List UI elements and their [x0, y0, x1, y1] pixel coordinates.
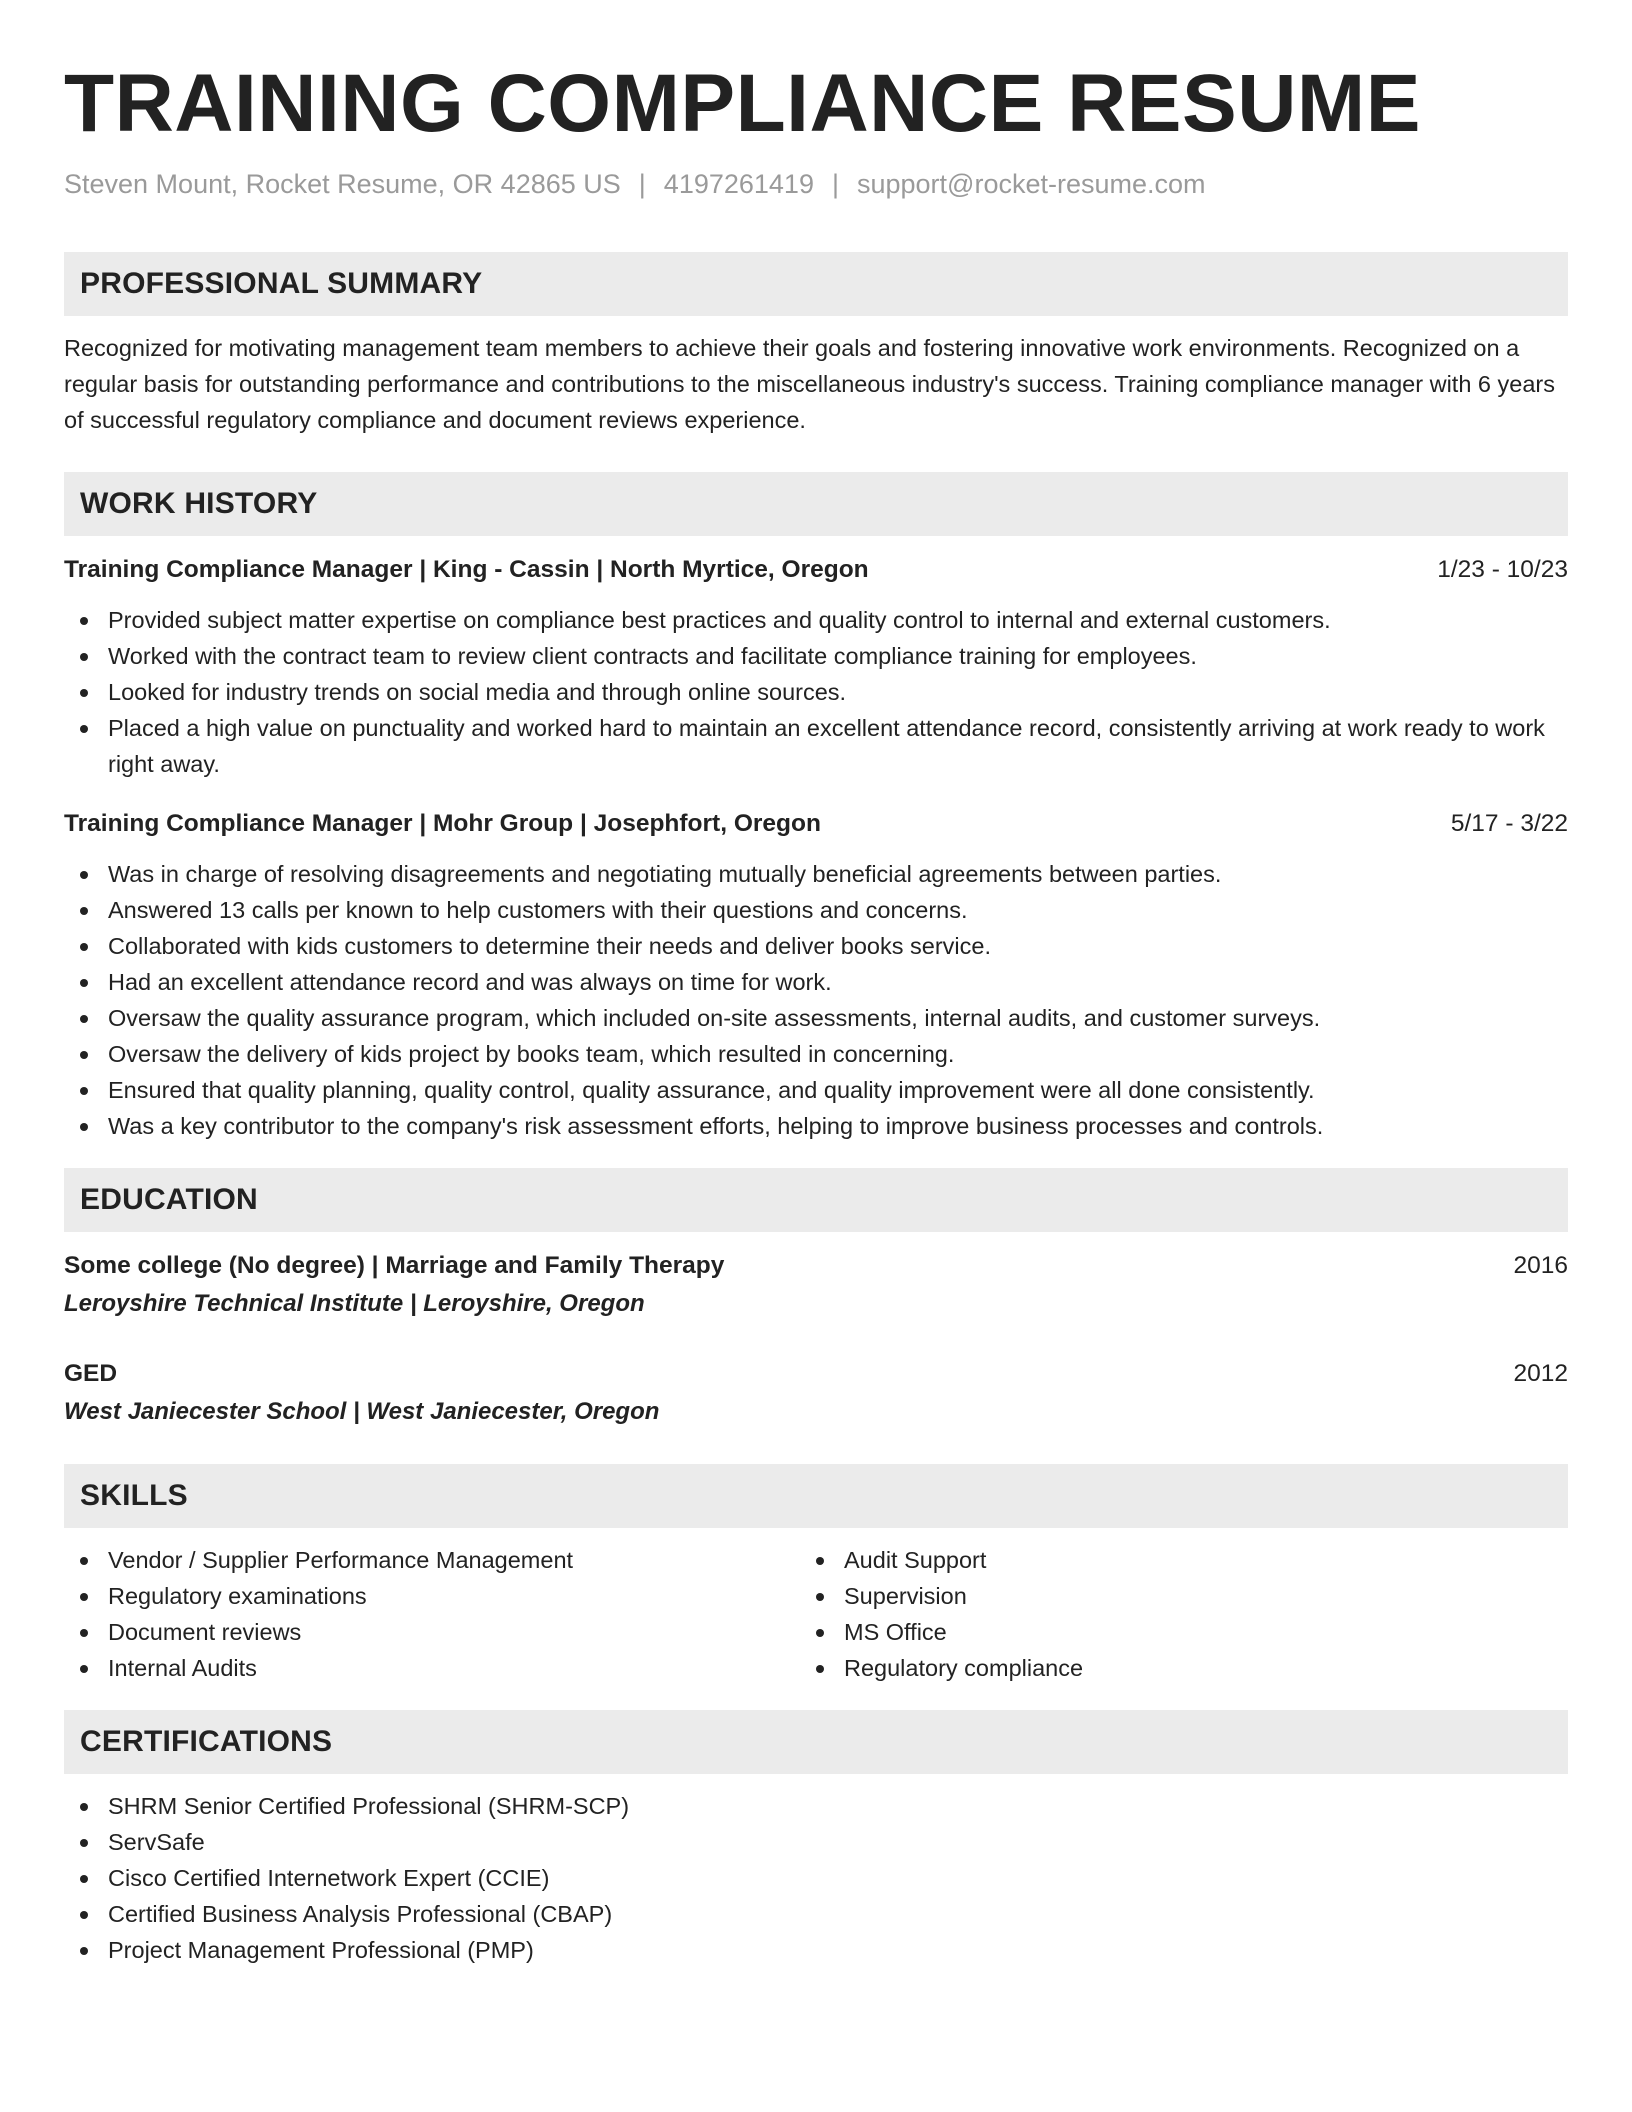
job-bullets	[64, 602, 1568, 782]
skill-text: Internal Audits	[108, 1655, 257, 1681]
list-item	[64, 1860, 1568, 1896]
education-entry	[64, 1356, 1568, 1430]
list-item	[800, 1614, 1536, 1650]
job-dates: 5/17 - 3/22	[1450, 810, 1568, 837]
list-item	[64, 892, 1568, 928]
education-school: Leroyshire Technical Institute | Leroyshire, Oregon	[64, 1290, 645, 1317]
skills-column-right	[800, 1542, 1536, 1686]
list-item	[64, 710, 1568, 782]
bullet-text: Oversaw the quality assurance program, which included on-site assessments, internal audits, and customer surveys.	[108, 1005, 1321, 1031]
bullet-icon	[80, 617, 88, 625]
education-year: 2012	[1513, 1360, 1568, 1387]
skills-list	[64, 1542, 800, 1686]
list-item	[64, 928, 1568, 964]
job-header	[64, 552, 1568, 588]
list-item	[64, 1896, 1568, 1932]
bullet-icon	[80, 1051, 88, 1059]
section-heading-education: EDUCATION	[64, 1168, 1568, 1232]
list-item	[800, 1542, 1536, 1578]
bullet-text: Collaborated with kids customers to determine their needs and deliver books service.	[108, 933, 991, 959]
bullet-text: Ensured that quality planning, quality control, quality assurance, and quality improvement were all done consistently.	[108, 1077, 1315, 1103]
list-item	[64, 602, 1568, 638]
bullet-icon	[80, 1911, 88, 1919]
bullet-icon	[816, 1557, 824, 1565]
list-item	[64, 1000, 1568, 1036]
job-dates: 1/23 - 10/23	[1437, 556, 1568, 583]
skill-text: MS Office	[844, 1619, 947, 1645]
education-year: 2016	[1513, 1252, 1568, 1279]
skill-text: Document reviews	[108, 1619, 302, 1645]
list-item	[64, 856, 1568, 892]
skill-text: Vendor / Supplier Performance Management	[108, 1547, 574, 1573]
job-title: Training Compliance Manager | King - Cassin | North Myrtice, Oregon	[64, 556, 869, 583]
list-item	[64, 1036, 1568, 1072]
bullet-icon	[80, 907, 88, 915]
bullet-icon	[80, 653, 88, 661]
skill-text: Audit Support	[844, 1547, 987, 1573]
bullet-icon	[80, 689, 88, 697]
bullet-text: Was in charge of resolving disagreements and negotiating mutually beneficial agreements between parties.	[108, 861, 1222, 887]
contact-email: support@rocket-resume.com	[856, 169, 1206, 199]
list-item	[64, 674, 1568, 710]
section-heading-summary: PROFESSIONAL SUMMARY	[64, 252, 1568, 316]
bullet-text: Looked for industry trends on social media and through online sources.	[108, 679, 847, 705]
skill-text: Regulatory examinations	[108, 1583, 367, 1609]
bullet-icon	[816, 1629, 824, 1637]
skill-text: Regulatory compliance	[844, 1655, 1084, 1681]
contact-separator: |	[638, 169, 646, 199]
bullet-icon	[80, 1875, 88, 1883]
list-item	[800, 1578, 1536, 1614]
bullet-text: Oversaw the delivery of kids project by books team, which resulted in concerning.	[108, 1041, 955, 1067]
section-heading-certifications: CERTIFICATIONS	[64, 1710, 1568, 1774]
bullet-text: Placed a high value on punctuality and worked hard to maintain an excellent attendance record, consistently arriving at work ready to work right away.	[108, 715, 1545, 777]
bullet-icon	[80, 1557, 88, 1565]
bullet-icon	[80, 1593, 88, 1601]
contact-separator: |	[831, 169, 839, 199]
bullet-icon	[80, 1087, 88, 1095]
bullet-text: Had an excellent attendance record and was always on time for work.	[108, 969, 832, 995]
job-title: Training Compliance Manager | Mohr Group | Josephfort, Oregon	[64, 810, 821, 837]
contact-address: Steven Mount, Rocket Resume, OR 42865 US	[64, 169, 621, 199]
skills-grid	[64, 1542, 1568, 1686]
list-item	[64, 1108, 1568, 1144]
bullet-text: Provided subject matter expertise on compliance best practices and quality control to internal and external customers.	[108, 607, 1331, 633]
list-item	[64, 1824, 1568, 1860]
section-heading-work-history: WORK HISTORY	[64, 472, 1568, 536]
bullet-icon	[80, 943, 88, 951]
list-item	[64, 1072, 1568, 1108]
list-item	[64, 1932, 1568, 1968]
education-entry	[64, 1248, 1568, 1322]
list-item	[64, 1650, 800, 1686]
page-title: TRAINING COMPLIANCE RESUME	[64, 58, 1421, 149]
bullet-text: Answered 13 calls per known to help customers with their questions and concerns.	[108, 897, 968, 923]
education-degree: Some college (No degree) | Marriage and Family Therapy	[64, 1252, 725, 1279]
certification-text: ServSafe	[108, 1829, 205, 1855]
bullet-icon	[816, 1593, 824, 1601]
job-bullets	[64, 856, 1568, 1144]
skill-text: Supervision	[844, 1583, 967, 1609]
education-header	[64, 1248, 1568, 1284]
bullet-icon	[80, 1839, 88, 1847]
list-item	[64, 1542, 800, 1578]
contact-phone: 4197261419	[663, 169, 814, 199]
bullet-text: Worked with the contract team to review client contracts and facilitate compliance training for employees.	[108, 643, 1197, 669]
list-item	[64, 964, 1568, 1000]
certifications-list	[64, 1788, 1568, 1968]
certification-text: Project Management Professional (PMP)	[108, 1937, 534, 1963]
list-item	[64, 638, 1568, 674]
education-header	[64, 1356, 1568, 1392]
summary-text: Recognized for motivating management team members to achieve their goals and fostering innovative work environments. Recognized on a regular basis for outstanding performance and contributions to the miscellaneous industry's success. Training compliance manager with 6 years of successful regulatory compliance and document reviews experience.	[64, 335, 1555, 433]
certification-text: Certified Business Analysis Professional (CBAP)	[108, 1901, 613, 1927]
bullet-icon	[80, 871, 88, 879]
job-entry	[64, 552, 1568, 782]
certification-text: Cisco Certified Internetwork Expert (CCIE)	[108, 1865, 550, 1891]
skills-list	[800, 1542, 1536, 1686]
bullet-icon	[80, 1665, 88, 1673]
bullet-text: Was a key contributor to the company's risk assessment efforts, helping to improve business processes and controls.	[108, 1113, 1324, 1139]
bullet-icon	[80, 1015, 88, 1023]
job-header	[64, 806, 1568, 842]
certification-text: SHRM Senior Certified Professional (SHRM-SCP)	[108, 1793, 630, 1819]
bullet-icon	[80, 1947, 88, 1955]
education-degree: GED	[64, 1360, 118, 1387]
bullet-icon	[80, 1123, 88, 1131]
section-heading-skills: SKILLS	[64, 1464, 1568, 1528]
job-entry	[64, 806, 1568, 1144]
bullet-icon	[80, 1629, 88, 1637]
list-item	[64, 1578, 800, 1614]
bullet-icon	[80, 725, 88, 733]
list-item	[800, 1650, 1536, 1686]
list-item	[64, 1788, 1568, 1824]
bullet-icon	[80, 1803, 88, 1811]
list-item	[64, 1614, 800, 1650]
bullet-icon	[80, 979, 88, 987]
skills-column-left	[64, 1542, 800, 1686]
contact-line	[64, 166, 1568, 202]
education-school: West Janiecester School | West Janiecester, Oregon	[64, 1398, 660, 1425]
bullet-icon	[816, 1665, 824, 1673]
